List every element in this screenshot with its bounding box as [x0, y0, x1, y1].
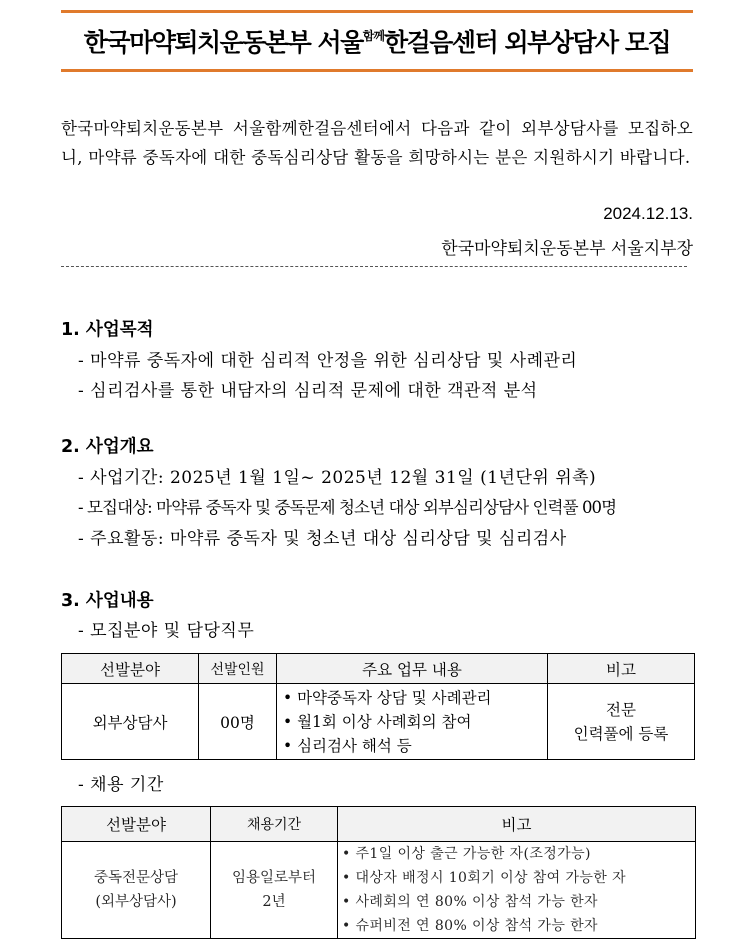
overview-item: - 사업기간: 2025년 1월 1일~ 2025년 12월 31일 (1년단위 위촉) — [78, 468, 597, 488]
section-heading-overview: 2. 사업개요 — [61, 437, 154, 457]
overview-item: - 주요활동: 마약류 중독자 및 청소년 대상 심리상담 및 심리검사 — [78, 529, 567, 549]
title-banner — [61, 10, 693, 72]
period-line: 임용일로부터 — [231, 870, 317, 886]
divider — [61, 266, 687, 267]
table-header-row — [62, 807, 696, 842]
notice-date: 2024.12.13. — [603, 204, 693, 223]
content-subheading: - 채용 기간 — [78, 775, 164, 795]
table-cell-field — [62, 842, 211, 939]
table-row — [62, 842, 696, 939]
note-item: • 대상자 배정시 10회기 이상 참여 가능한 자 — [342, 870, 627, 886]
table-header-row — [62, 654, 695, 684]
table-header: 선발인원 — [199, 654, 277, 684]
page-title: 한국마약퇴치운동본부 서울$^{함께}$한걸음센터 외부상담사 모집 — [83, 28, 671, 57]
table-header: 선발분야 — [62, 807, 211, 842]
note-item: • 사례회의 연 80% 이상 참석 가능 한자 — [342, 894, 598, 910]
section-heading-purpose: 1. 사업목적 — [61, 320, 154, 340]
issuing-organization: 한국마약퇴치운동본부 서울지부장 — [441, 239, 693, 259]
table-cell-field: 외부상담사 — [62, 684, 199, 760]
table-header: 채용기간 — [211, 807, 338, 842]
overview-item: - 모집대상: 마약류 중독자 및 중독문제 청소년 대상 외부심리상담사 인력풀 00명 — [78, 498, 617, 517]
table-cell-note — [548, 684, 695, 760]
intro-paragraph: 한국마약퇴치운동본부 서울함께한걸음센터에서 다음과 같이 외부상담사를 모집하오니, 마약류 중독자에 대한 중독심리상담 활동을 희망하시는 분은 지원하시기 바랍니다. — [61, 119, 693, 167]
content-subheading: - 모집분야 및 담당직무 — [78, 621, 255, 641]
note-item: • 슈퍼비전 연 80% 이상 참석 가능 한자 — [342, 918, 598, 934]
note-line: 인력풀에 등록 — [573, 724, 669, 743]
table-cell-period — [211, 842, 338, 939]
table-header: 비고 — [338, 807, 696, 842]
purpose-item: - 심리검사를 통한 내담자의 심리적 문제에 대한 객관적 분석 — [78, 381, 538, 401]
title-superscript: 함께 — [362, 29, 384, 43]
purpose-item: - 마약류 중독자에 대한 심리적 안정을 위한 심리상담 및 사례관리 — [78, 351, 578, 371]
duty-item: • 월1회 이상 사례회의 참여 — [283, 712, 472, 731]
field-line: (외부상담사) — [95, 894, 177, 910]
field-line: 중독전문상담 — [93, 870, 179, 886]
note-item: • 주1일 이상 출근 가능한 자(조정가능) — [342, 846, 591, 862]
duty-item: • 심리검사 해석 등 — [283, 736, 412, 755]
table-row — [62, 684, 695, 760]
employment-period-table — [61, 806, 696, 939]
recruitment-table — [61, 653, 695, 760]
table-cell-notes — [338, 842, 696, 939]
note-line: 전문 — [606, 700, 636, 719]
table-header: 선발분야 — [62, 654, 199, 684]
section-heading-content: 3. 사업내용 — [61, 591, 154, 611]
table-header: 주요 업무 내용 — [277, 654, 548, 684]
duty-item: • 마약중독자 상담 및 사례관리 — [283, 688, 492, 707]
table-header: 비고 — [548, 654, 695, 684]
table-cell-count: 00명 — [199, 684, 277, 760]
table-cell-duties — [277, 684, 548, 760]
period-line: 2년 — [262, 894, 286, 910]
